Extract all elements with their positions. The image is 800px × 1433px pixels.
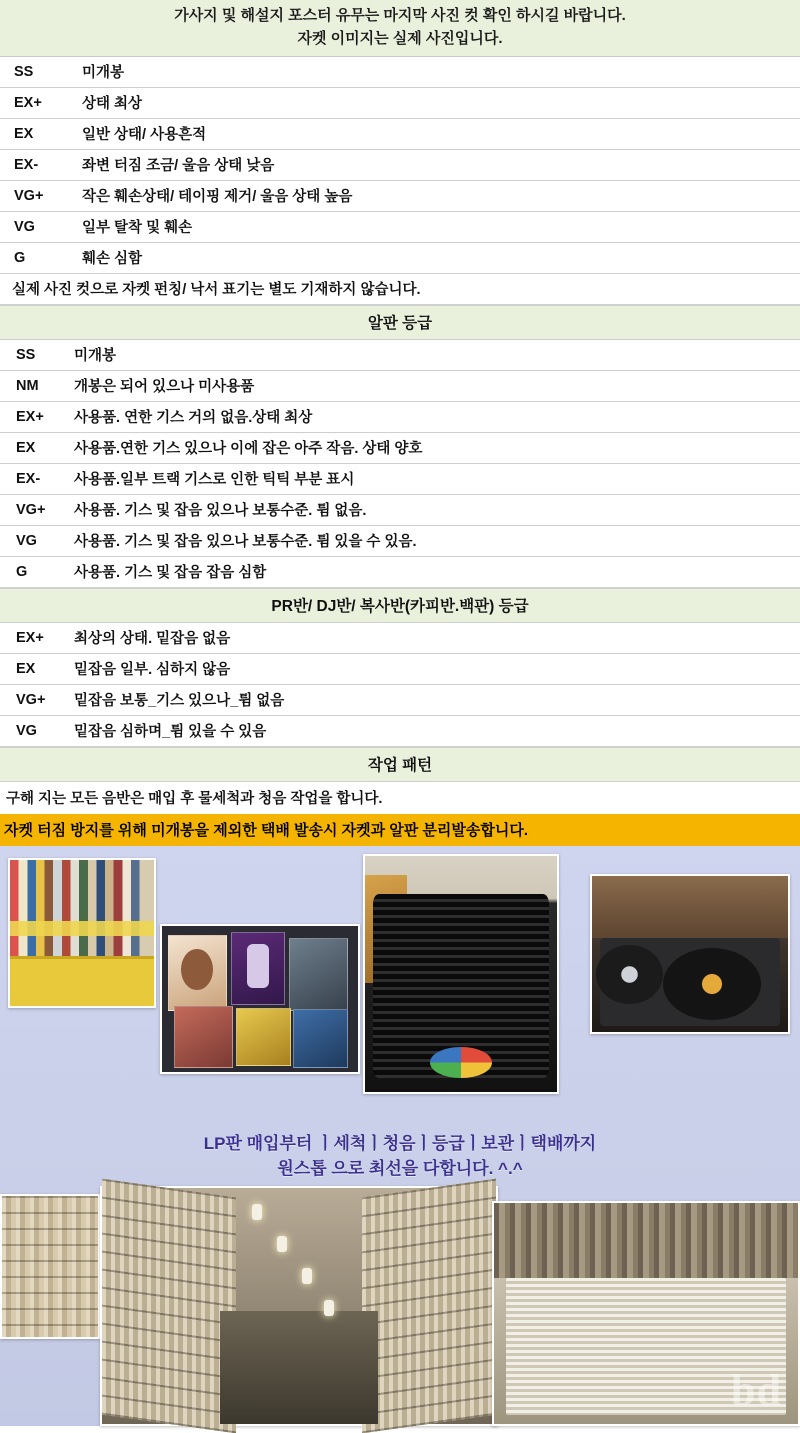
table-row	[0, 464, 800, 495]
grade-desc: 사용품. 기스 및 잡음 있으나 보통수준. 튐 있을 수 있음.	[74, 534, 417, 550]
photo-record-crates	[8, 858, 156, 1008]
table-row	[0, 371, 800, 402]
disc-section-title: 알판 등급	[0, 305, 800, 340]
jacket-footnote: 실제 사진 컷으로 자켓 펀칭/ 낙서 표기는 별도 기재하지 않습니다.	[0, 274, 800, 305]
disc-grade-table	[0, 340, 800, 588]
grade-desc: 밑잡음 보통_기스 있으나_튐 없음	[74, 693, 285, 709]
grade-code: VG	[16, 722, 37, 739]
grade-code: VG+	[16, 501, 46, 518]
grade-desc: 사용품. 기스 및 잡음 잡음 심함	[74, 565, 267, 581]
table-row	[0, 495, 800, 526]
grade-desc: 사용품. 기스 및 잡음 있으나 보통수준. 튐 없음.	[74, 503, 367, 519]
grade-desc: 미개봉	[82, 65, 125, 81]
work-section-title: 작업 패턴	[0, 747, 800, 782]
grade-code: G	[16, 563, 28, 580]
highlight-notice-bar: 자켓 터짐 방지를 위해 미개봉을 제외한 택배 발송시 자켓과 알판 분리발송합니다.	[0, 814, 800, 846]
grade-desc: 미개봉	[74, 348, 117, 364]
grade-code: EX-	[16, 470, 41, 487]
grade-code: VG+	[16, 691, 46, 708]
grade-desc: 사용품.일부 트랙 기스로 인한 틱틱 부분 표시	[74, 472, 355, 488]
work-line: 구해 지는 모든 음반은 매입 후 물세척과 청음 작업을 합니다.	[0, 782, 800, 814]
grade-desc: 훼손 심함	[82, 251, 143, 267]
table-row	[0, 685, 800, 716]
table-row	[0, 150, 800, 181]
table-row	[0, 119, 800, 150]
promo-grade-table	[0, 623, 800, 747]
collage-caption-line-2: 원스톱 으로 최선을 다합니다. ^.^	[277, 1158, 523, 1178]
promo-section-title: PR반/ DJ반/ 복사반(카피반.백판) 등급	[0, 588, 800, 623]
grade-desc: 상태 최상	[82, 96, 143, 112]
grade-code: VG+	[14, 187, 44, 204]
photo-album-covers	[160, 924, 360, 1074]
grade-code: EX+	[16, 408, 44, 425]
grade-code: EX+	[16, 629, 44, 646]
photo-collage	[0, 846, 800, 1426]
grade-desc: 사용품. 연한 기스 거의 없음.상태 최상	[74, 410, 313, 426]
photo-turntable	[590, 874, 790, 1034]
grade-desc: 사용품.연한 기스 있으나 이에 잡은 아주 작음. 상태 양호	[74, 441, 423, 457]
table-row	[0, 243, 800, 274]
photo-vinyl-stack	[363, 854, 559, 1094]
grade-desc: 일반 상태/ 사용흔적	[82, 127, 207, 143]
grade-code: SS	[14, 63, 34, 80]
photo-warehouse-aisle	[100, 1186, 498, 1426]
collage-caption-line-1: LP판 매입부터 ㅣ세척ㅣ청음ㅣ등급ㅣ보관ㅣ택배까지	[203, 1134, 597, 1153]
collage-caption	[0, 1132, 800, 1181]
grade-code: EX+	[14, 94, 42, 111]
table-row	[0, 623, 800, 654]
watermark: bd	[731, 1366, 782, 1415]
grade-code: SS	[16, 346, 36, 363]
header-note-line-1: 가사지 및 해설지 포스터 유무는 마지막 사진 컷 확인 하시길 바랍니다.	[174, 7, 626, 24]
grade-code: EX	[16, 660, 36, 677]
grade-desc: 밑잡음 심하며_튐 있을 수 있음	[74, 724, 267, 740]
grade-desc: 밑잡음 일부. 심하지 않음	[74, 662, 231, 678]
table-row	[0, 181, 800, 212]
table-row	[0, 526, 800, 557]
grade-code: EX	[16, 439, 36, 456]
photo-storage-shelf	[0, 1194, 100, 1339]
header-note-line-2: 자켓 이미지는 실제 사진입니다.	[297, 29, 503, 47]
table-row	[0, 212, 800, 243]
header-note	[0, 0, 800, 57]
grade-code: NM	[16, 377, 39, 394]
table-row	[0, 557, 800, 588]
grade-desc: 좌변 터짐 조금/ 울음 상태 낮음	[82, 158, 275, 174]
table-row	[0, 88, 800, 119]
table-row	[0, 654, 800, 685]
table-row	[0, 340, 800, 371]
grade-code: VG	[16, 532, 37, 549]
grade-desc: 최상의 상태. 밑잡음 없음	[74, 631, 231, 647]
table-row	[0, 57, 800, 88]
grade-desc: 개봉은 되어 있으나 미사용품	[74, 379, 255, 395]
grade-code: EX	[14, 125, 34, 142]
grade-code: EX-	[14, 156, 39, 173]
table-row	[0, 402, 800, 433]
jacket-grade-table	[0, 57, 800, 274]
grade-code: G	[14, 249, 26, 266]
grade-desc: 작은 훼손상태/ 테이핑 제거/ 울음 상태 높음	[82, 189, 353, 205]
grade-code: VG	[14, 218, 35, 235]
table-row	[0, 716, 800, 747]
grade-desc: 일부 탈착 및 훼손	[82, 220, 193, 236]
table-row	[0, 433, 800, 464]
